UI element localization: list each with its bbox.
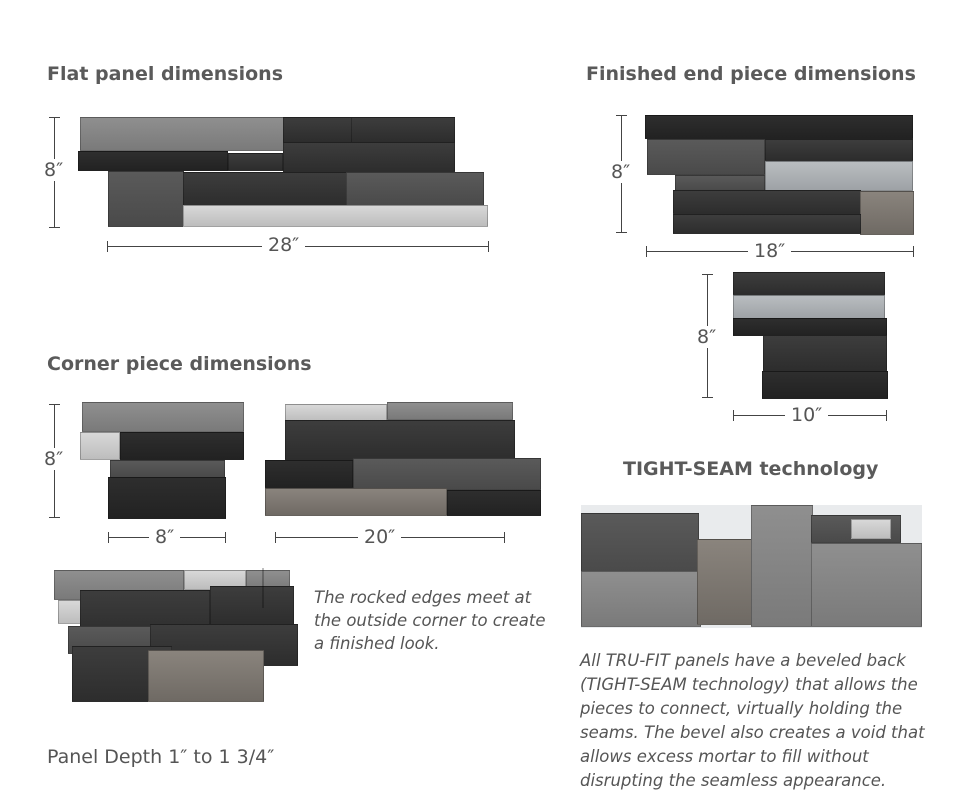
end-piece-width-label-2: 10″	[785, 404, 828, 426]
end-piece-image-1	[645, 115, 915, 235]
tight-seam-caption: All TRU-FIT panels have a beveled back (TIGHT-SEAM technology) that allows the pieces to connect, virtually holding the seams. The bevel also creates a void that allows excess mortar to fill without disrupting the seamless appearance.	[580, 651, 925, 790]
end-piece-title: Finished end piece dimensions	[586, 63, 916, 85]
end-piece-width-label-1: 18″	[748, 240, 791, 262]
corner-piece-height-label: 8″	[38, 448, 69, 470]
corner-piece-width-label-2: 20″	[358, 526, 401, 548]
corner-piece-caption: The rocked edges meet at the outside corner to create a finished look.	[314, 588, 546, 653]
end-piece-height-label-1: 8″	[605, 161, 636, 183]
end-piece-height-label-2: 8″	[691, 326, 722, 348]
flat-panel-image	[78, 115, 490, 230]
tight-seam-title: TIGHT-SEAM technology	[623, 458, 879, 480]
corner-piece-image-2	[265, 402, 543, 518]
corner-piece-width-label-1: 8″	[149, 526, 180, 548]
flat-panel-width-label: 28″	[262, 234, 305, 256]
flat-panel-height-label: 8″	[38, 159, 69, 181]
tight-seam-photo	[581, 505, 922, 628]
corner-piece-image-1	[80, 402, 246, 520]
corner-piece-photo	[50, 568, 302, 703]
corner-piece-title: Corner piece dimensions	[47, 353, 312, 375]
flat-panel-title: Flat panel dimensions	[47, 63, 284, 85]
end-piece-image-2	[733, 272, 888, 400]
panel-depth-note: Panel Depth 1″ to 1 3/4″	[47, 746, 275, 768]
